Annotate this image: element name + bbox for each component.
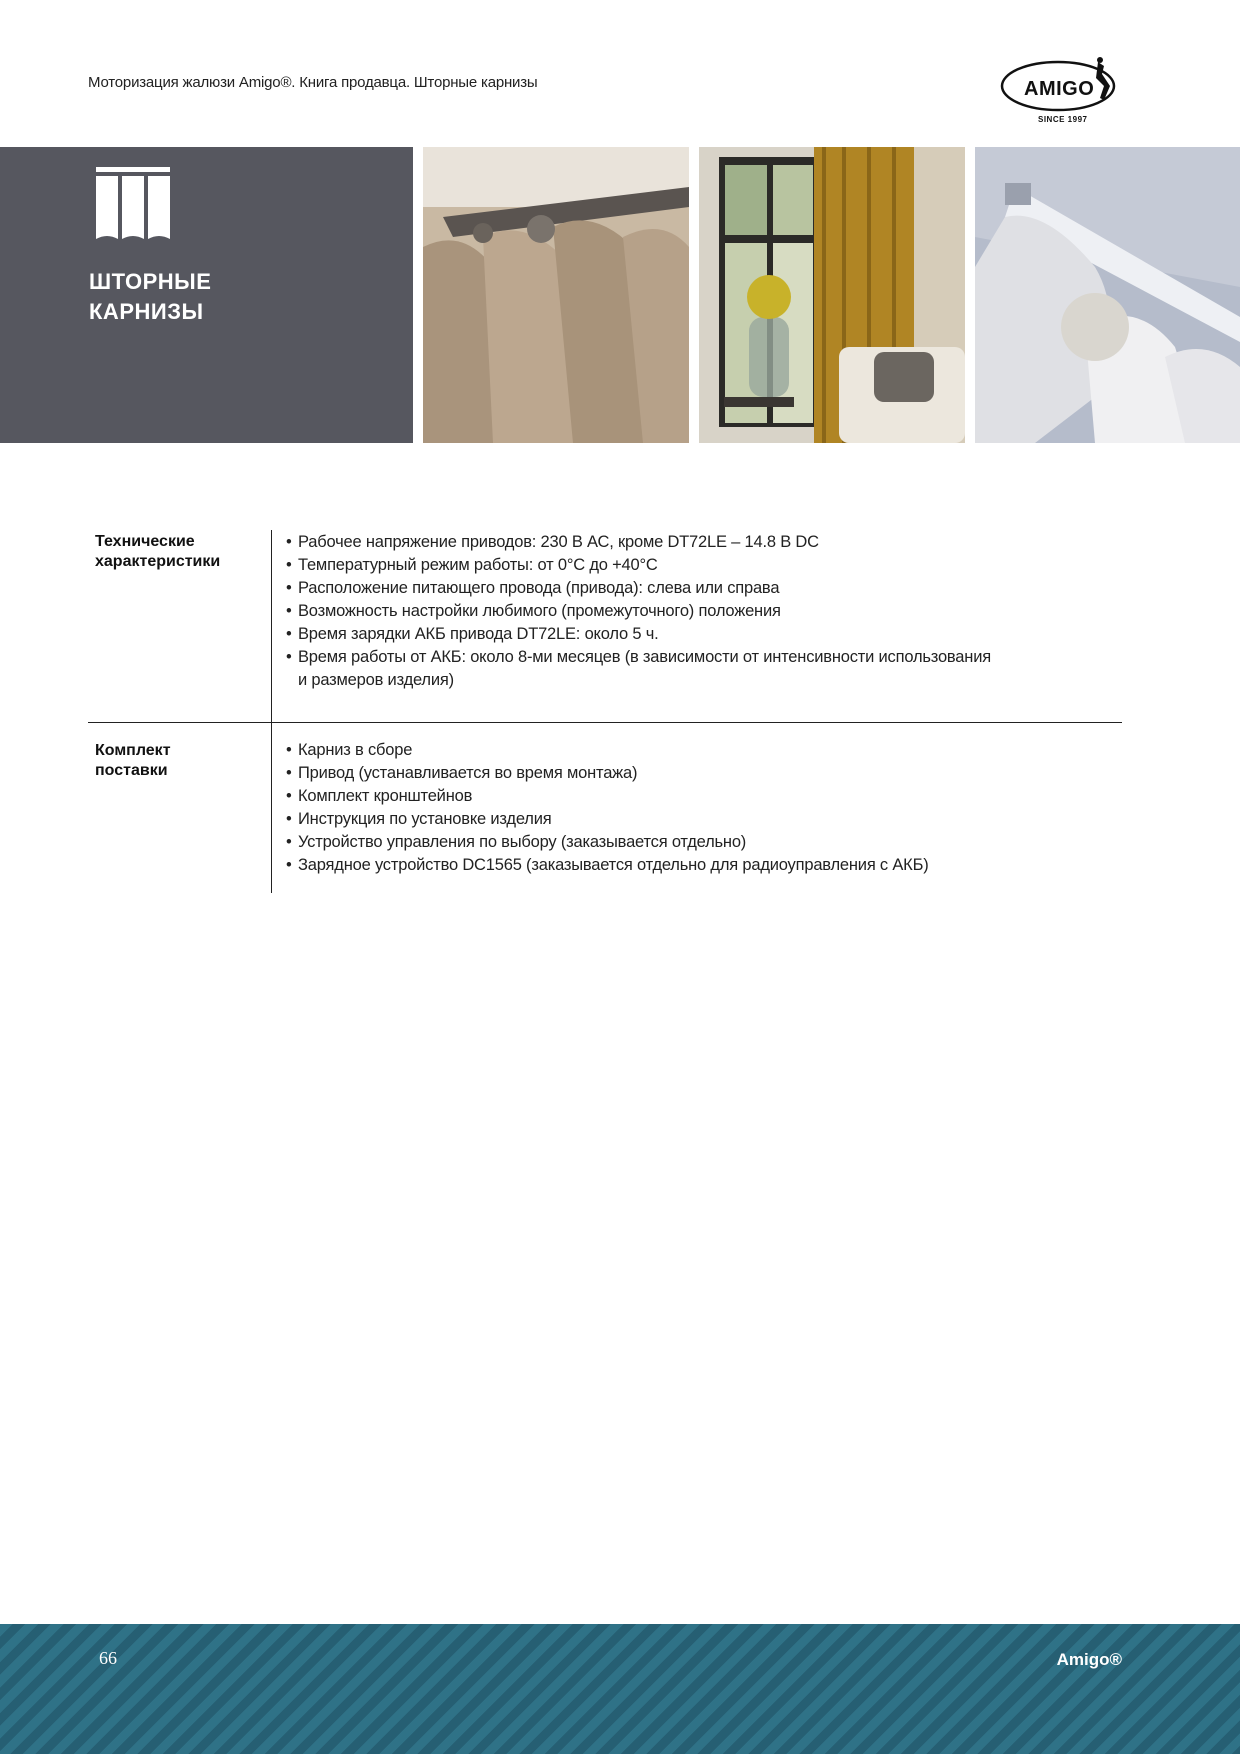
spec-item: • Рабочее напряжение приводов: 230 В АС, кроме DT72LE – 14.8 В DC [286,531,991,554]
spec-item: • Время работы от АКБ: около 8-ми месяцев (в зависимости от интенсивности использования [286,646,991,669]
page-footer [0,1624,1240,1754]
logo-text: AMIGO [1024,78,1095,100]
page-number: 66 [99,1648,117,1668]
spec-label-technical-line1: Технические [95,533,195,550]
spec-row-technical [88,530,1122,723]
spec-item: • Привод (устанавливается во время монтажа) [286,762,929,785]
spec-label-delivery-line1: Комплект [95,742,171,759]
hero-banner [0,147,1240,443]
spec-label-technical-line2: характеристики [95,553,221,570]
spec-item: • Инструкция по установке изделия [286,808,929,831]
amigo-logo [1000,56,1126,130]
banner-title-line1: ШТОРНЫЕ [89,269,212,294]
spec-item: • Комплект кронштейнов [286,785,929,808]
banner-panel [0,147,413,443]
photo-curtain-rail-closeup [423,147,689,443]
spec-item: • Температурный режим работы: от 0°С до +40°С [286,554,991,577]
spec-label-technical [88,530,272,722]
spec-item: • Время зарядки АКБ привода DT72LE: около 5 ч. [286,623,991,646]
logo-since: SINCE 1997 [1038,115,1088,124]
footer-brand: Amigo® [1056,1650,1122,1669]
spec-item: • Устройство управления по выбору (заказывается отдельно) [286,831,929,854]
spec-label-delivery-line2: поставки [95,762,168,779]
banner-title-line2: КАРНИЗЫ [89,299,204,324]
spec-list-technical [272,530,991,692]
spec-item: • Расположение питающего провода (привода): слева или справа [286,577,991,600]
spec-item: • Возможность настройки любимого (промежуточного) положения [286,600,991,623]
specs-table [88,530,1122,893]
banner-title [89,267,211,327]
curtain-icon [96,167,170,244]
photo-ceiling-rail [975,147,1240,443]
spec-label-delivery [88,723,272,893]
spec-item-continuation: и размеров изделия) [298,671,454,689]
header-title: Моторизация жалюзи Amigo®. Книга продавца. Шторные карнизы [88,74,538,91]
spec-list-delivery [272,739,929,877]
photo-living-room-curtains [699,147,965,443]
spec-row-delivery [88,723,1122,893]
spec-item: • Зарядное устройство DC1565 (заказывается отдельно для радиоуправления с АКБ) [286,854,929,877]
spec-item: • Карниз в сборе [286,739,929,762]
